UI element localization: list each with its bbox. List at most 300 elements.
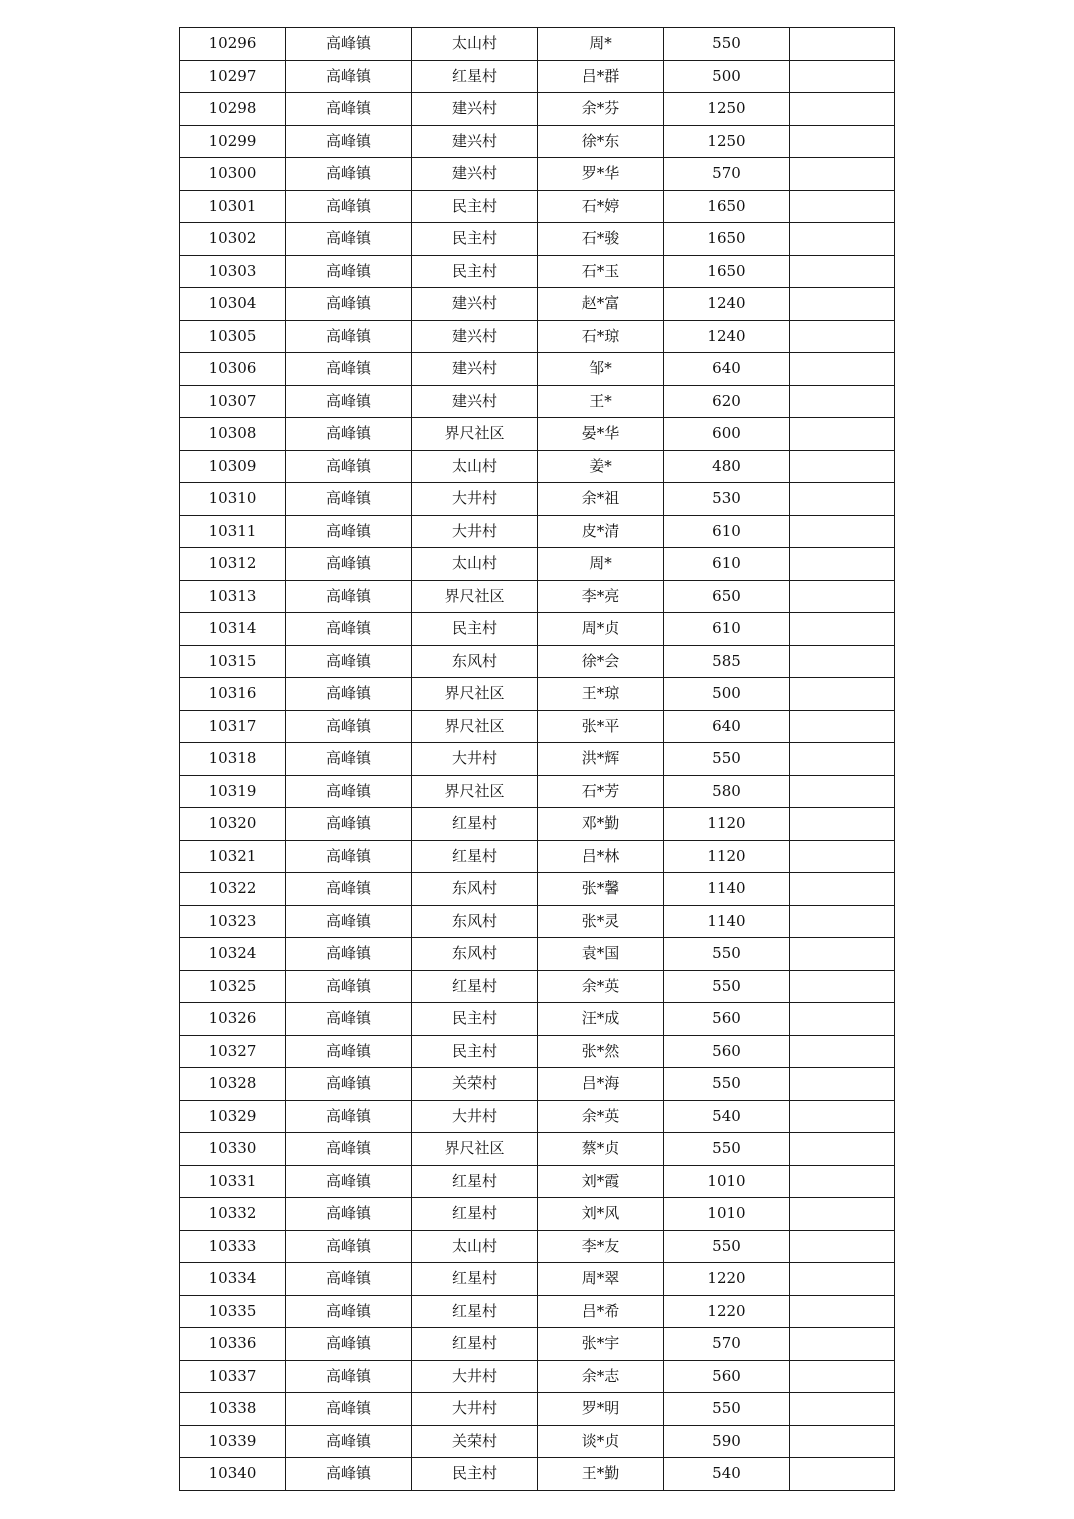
village-cell: 民主村 bbox=[412, 1003, 538, 1036]
village-cell: 太山村 bbox=[412, 28, 538, 61]
note-cell bbox=[790, 548, 895, 581]
amount-cell: 1010 bbox=[664, 1198, 790, 1231]
village-cell: 大井村 bbox=[412, 483, 538, 516]
village-cell: 东风村 bbox=[412, 645, 538, 678]
note-cell bbox=[790, 1328, 895, 1361]
name-cell: 张*宇 bbox=[538, 1328, 664, 1361]
name-cell: 周* bbox=[538, 28, 664, 61]
name-cell: 王*琼 bbox=[538, 678, 664, 711]
name-cell: 罗*华 bbox=[538, 158, 664, 191]
name-cell: 皮*清 bbox=[538, 515, 664, 548]
note-cell bbox=[790, 1295, 895, 1328]
note-cell bbox=[790, 1003, 895, 1036]
village-cell: 红星村 bbox=[412, 1263, 538, 1296]
town-cell: 高峰镇 bbox=[286, 1328, 412, 1361]
table-row bbox=[180, 190, 895, 223]
amount-cell: 560 bbox=[664, 1003, 790, 1036]
name-cell: 蔡*贞 bbox=[538, 1133, 664, 1166]
town-cell: 高峰镇 bbox=[286, 1295, 412, 1328]
amount-cell: 650 bbox=[664, 580, 790, 613]
note-cell bbox=[790, 93, 895, 126]
name-cell: 吕*海 bbox=[538, 1068, 664, 1101]
amount-cell: 560 bbox=[664, 1360, 790, 1393]
table-row bbox=[180, 613, 895, 646]
table-row bbox=[180, 1198, 895, 1231]
note-cell bbox=[790, 873, 895, 906]
town-cell: 高峰镇 bbox=[286, 93, 412, 126]
amount-cell: 1220 bbox=[664, 1263, 790, 1296]
table-row bbox=[180, 970, 895, 1003]
table-row bbox=[180, 1133, 895, 1166]
name-cell: 李*亮 bbox=[538, 580, 664, 613]
table-row bbox=[180, 483, 895, 516]
town-cell: 高峰镇 bbox=[286, 1003, 412, 1036]
town-cell: 高峰镇 bbox=[286, 1393, 412, 1426]
name-cell: 姜* bbox=[538, 450, 664, 483]
table-row bbox=[180, 353, 895, 386]
name-cell: 石*琼 bbox=[538, 320, 664, 353]
table-row bbox=[180, 1458, 895, 1491]
table-row bbox=[180, 580, 895, 613]
village-cell: 大井村 bbox=[412, 1100, 538, 1133]
village-cell: 关荣村 bbox=[412, 1425, 538, 1458]
town-cell: 高峰镇 bbox=[286, 1263, 412, 1296]
id-cell: 10340 bbox=[180, 1458, 286, 1491]
amount-cell: 550 bbox=[664, 743, 790, 776]
amount-cell: 560 bbox=[664, 1035, 790, 1068]
note-cell bbox=[790, 1100, 895, 1133]
village-cell: 民主村 bbox=[412, 1035, 538, 1068]
table-row bbox=[180, 743, 895, 776]
name-cell: 谈*贞 bbox=[538, 1425, 664, 1458]
note-cell bbox=[790, 385, 895, 418]
town-cell: 高峰镇 bbox=[286, 353, 412, 386]
town-cell: 高峰镇 bbox=[286, 60, 412, 93]
table-row bbox=[180, 1100, 895, 1133]
village-cell: 太山村 bbox=[412, 450, 538, 483]
town-cell: 高峰镇 bbox=[286, 678, 412, 711]
amount-cell: 550 bbox=[664, 1133, 790, 1166]
village-cell: 民主村 bbox=[412, 613, 538, 646]
id-cell: 10303 bbox=[180, 255, 286, 288]
town-cell: 高峰镇 bbox=[286, 1068, 412, 1101]
table-row bbox=[180, 710, 895, 743]
table-row bbox=[180, 1425, 895, 1458]
note-cell bbox=[790, 1425, 895, 1458]
amount-cell: 550 bbox=[664, 970, 790, 1003]
town-cell: 高峰镇 bbox=[286, 938, 412, 971]
village-cell: 大井村 bbox=[412, 1360, 538, 1393]
village-cell: 界尺社区 bbox=[412, 678, 538, 711]
note-cell bbox=[790, 418, 895, 451]
id-cell: 10328 bbox=[180, 1068, 286, 1101]
note-cell bbox=[790, 1393, 895, 1426]
town-cell: 高峰镇 bbox=[286, 1035, 412, 1068]
village-cell: 红星村 bbox=[412, 60, 538, 93]
name-cell: 吕*群 bbox=[538, 60, 664, 93]
name-cell: 赵*富 bbox=[538, 288, 664, 321]
town-cell: 高峰镇 bbox=[286, 645, 412, 678]
name-cell: 余*志 bbox=[538, 1360, 664, 1393]
amount-cell: 540 bbox=[664, 1100, 790, 1133]
amount-cell: 550 bbox=[664, 28, 790, 61]
village-cell: 界尺社区 bbox=[412, 710, 538, 743]
id-cell: 10308 bbox=[180, 418, 286, 451]
town-cell: 高峰镇 bbox=[286, 743, 412, 776]
amount-cell: 640 bbox=[664, 710, 790, 743]
table-row bbox=[180, 1068, 895, 1101]
table-row bbox=[180, 808, 895, 841]
table-row bbox=[180, 1393, 895, 1426]
village-cell: 红星村 bbox=[412, 808, 538, 841]
id-cell: 10302 bbox=[180, 223, 286, 256]
id-cell: 10338 bbox=[180, 1393, 286, 1426]
note-cell bbox=[790, 938, 895, 971]
town-cell: 高峰镇 bbox=[286, 1425, 412, 1458]
note-cell bbox=[790, 288, 895, 321]
table-row bbox=[180, 678, 895, 711]
table-row bbox=[180, 418, 895, 451]
roster-table bbox=[179, 27, 895, 1491]
town-cell: 高峰镇 bbox=[286, 1165, 412, 1198]
note-cell bbox=[790, 613, 895, 646]
town-cell: 高峰镇 bbox=[286, 1230, 412, 1263]
table-row bbox=[180, 548, 895, 581]
id-cell: 10314 bbox=[180, 613, 286, 646]
note-cell bbox=[790, 580, 895, 613]
name-cell: 张*然 bbox=[538, 1035, 664, 1068]
note-cell bbox=[790, 905, 895, 938]
village-cell: 建兴村 bbox=[412, 385, 538, 418]
amount-cell: 580 bbox=[664, 775, 790, 808]
village-cell: 红星村 bbox=[412, 1165, 538, 1198]
id-cell: 10298 bbox=[180, 93, 286, 126]
name-cell: 吕*林 bbox=[538, 840, 664, 873]
table-row bbox=[180, 840, 895, 873]
table-row bbox=[180, 60, 895, 93]
village-cell: 建兴村 bbox=[412, 288, 538, 321]
table-row bbox=[180, 255, 895, 288]
name-cell: 张*平 bbox=[538, 710, 664, 743]
note-cell bbox=[790, 645, 895, 678]
note-cell bbox=[790, 1263, 895, 1296]
town-cell: 高峰镇 bbox=[286, 190, 412, 223]
table-row bbox=[180, 1328, 895, 1361]
name-cell: 邹* bbox=[538, 353, 664, 386]
village-cell: 民主村 bbox=[412, 223, 538, 256]
note-cell bbox=[790, 515, 895, 548]
id-cell: 10307 bbox=[180, 385, 286, 418]
town-cell: 高峰镇 bbox=[286, 905, 412, 938]
table-row bbox=[180, 645, 895, 678]
amount-cell: 500 bbox=[664, 678, 790, 711]
name-cell: 李*友 bbox=[538, 1230, 664, 1263]
table-row bbox=[180, 1035, 895, 1068]
name-cell: 石*玉 bbox=[538, 255, 664, 288]
town-cell: 高峰镇 bbox=[286, 515, 412, 548]
name-cell: 张*灵 bbox=[538, 905, 664, 938]
note-cell bbox=[790, 678, 895, 711]
note-cell bbox=[790, 28, 895, 61]
id-cell: 10297 bbox=[180, 60, 286, 93]
name-cell: 徐*会 bbox=[538, 645, 664, 678]
note-cell bbox=[790, 1198, 895, 1231]
amount-cell: 1240 bbox=[664, 288, 790, 321]
name-cell: 王* bbox=[538, 385, 664, 418]
id-cell: 10305 bbox=[180, 320, 286, 353]
amount-cell: 550 bbox=[664, 1230, 790, 1263]
note-cell bbox=[790, 840, 895, 873]
id-cell: 10327 bbox=[180, 1035, 286, 1068]
amount-cell: 1250 bbox=[664, 93, 790, 126]
village-cell: 太山村 bbox=[412, 1230, 538, 1263]
id-cell: 10317 bbox=[180, 710, 286, 743]
town-cell: 高峰镇 bbox=[286, 970, 412, 1003]
name-cell: 洪*辉 bbox=[538, 743, 664, 776]
town-cell: 高峰镇 bbox=[286, 580, 412, 613]
village-cell: 红星村 bbox=[412, 840, 538, 873]
town-cell: 高峰镇 bbox=[286, 1100, 412, 1133]
village-cell: 界尺社区 bbox=[412, 1133, 538, 1166]
table-row bbox=[180, 1295, 895, 1328]
town-cell: 高峰镇 bbox=[286, 840, 412, 873]
id-cell: 10299 bbox=[180, 125, 286, 158]
village-cell: 东风村 bbox=[412, 905, 538, 938]
town-cell: 高峰镇 bbox=[286, 1458, 412, 1491]
id-cell: 10335 bbox=[180, 1295, 286, 1328]
id-cell: 10306 bbox=[180, 353, 286, 386]
id-cell: 10310 bbox=[180, 483, 286, 516]
village-cell: 东风村 bbox=[412, 873, 538, 906]
id-cell: 10329 bbox=[180, 1100, 286, 1133]
id-cell: 10300 bbox=[180, 158, 286, 191]
id-cell: 10312 bbox=[180, 548, 286, 581]
village-cell: 建兴村 bbox=[412, 320, 538, 353]
town-cell: 高峰镇 bbox=[286, 873, 412, 906]
amount-cell: 1650 bbox=[664, 223, 790, 256]
note-cell bbox=[790, 125, 895, 158]
village-cell: 东风村 bbox=[412, 938, 538, 971]
town-cell: 高峰镇 bbox=[286, 710, 412, 743]
town-cell: 高峰镇 bbox=[286, 255, 412, 288]
id-cell: 10322 bbox=[180, 873, 286, 906]
note-cell bbox=[790, 320, 895, 353]
amount-cell: 500 bbox=[664, 60, 790, 93]
note-cell bbox=[790, 450, 895, 483]
village-cell: 红星村 bbox=[412, 1295, 538, 1328]
table-row bbox=[180, 515, 895, 548]
village-cell: 红星村 bbox=[412, 1328, 538, 1361]
village-cell: 大井村 bbox=[412, 743, 538, 776]
village-cell: 建兴村 bbox=[412, 158, 538, 191]
village-cell: 太山村 bbox=[412, 548, 538, 581]
id-cell: 10326 bbox=[180, 1003, 286, 1036]
id-cell: 10321 bbox=[180, 840, 286, 873]
table-row bbox=[180, 775, 895, 808]
table-row bbox=[180, 93, 895, 126]
table-row bbox=[180, 1263, 895, 1296]
id-cell: 10330 bbox=[180, 1133, 286, 1166]
amount-cell: 570 bbox=[664, 158, 790, 191]
amount-cell: 1140 bbox=[664, 905, 790, 938]
village-cell: 大井村 bbox=[412, 515, 538, 548]
note-cell bbox=[790, 743, 895, 776]
id-cell: 10334 bbox=[180, 1263, 286, 1296]
id-cell: 10319 bbox=[180, 775, 286, 808]
village-cell: 红星村 bbox=[412, 970, 538, 1003]
note-cell bbox=[790, 190, 895, 223]
amount-cell: 600 bbox=[664, 418, 790, 451]
town-cell: 高峰镇 bbox=[286, 1360, 412, 1393]
town-cell: 高峰镇 bbox=[286, 483, 412, 516]
table-row bbox=[180, 125, 895, 158]
amount-cell: 1650 bbox=[664, 190, 790, 223]
town-cell: 高峰镇 bbox=[286, 808, 412, 841]
name-cell: 石*婷 bbox=[538, 190, 664, 223]
note-cell bbox=[790, 970, 895, 1003]
table-row bbox=[180, 938, 895, 971]
name-cell: 邓*勤 bbox=[538, 808, 664, 841]
name-cell: 石*芳 bbox=[538, 775, 664, 808]
note-cell bbox=[790, 255, 895, 288]
name-cell: 余*英 bbox=[538, 1100, 664, 1133]
amount-cell: 585 bbox=[664, 645, 790, 678]
town-cell: 高峰镇 bbox=[286, 1198, 412, 1231]
note-cell bbox=[790, 1165, 895, 1198]
id-cell: 10325 bbox=[180, 970, 286, 1003]
town-cell: 高峰镇 bbox=[286, 450, 412, 483]
note-cell bbox=[790, 1230, 895, 1263]
amount-cell: 620 bbox=[664, 385, 790, 418]
village-cell: 关荣村 bbox=[412, 1068, 538, 1101]
amount-cell: 1140 bbox=[664, 873, 790, 906]
note-cell bbox=[790, 353, 895, 386]
amount-cell: 530 bbox=[664, 483, 790, 516]
amount-cell: 1220 bbox=[664, 1295, 790, 1328]
note-cell bbox=[790, 223, 895, 256]
table-row bbox=[180, 1230, 895, 1263]
name-cell: 周*翠 bbox=[538, 1263, 664, 1296]
amount-cell: 1240 bbox=[664, 320, 790, 353]
amount-cell: 550 bbox=[664, 1068, 790, 1101]
amount-cell: 1250 bbox=[664, 125, 790, 158]
amount-cell: 1120 bbox=[664, 840, 790, 873]
name-cell: 汪*成 bbox=[538, 1003, 664, 1036]
village-cell: 建兴村 bbox=[412, 93, 538, 126]
table-row bbox=[180, 450, 895, 483]
name-cell: 余*英 bbox=[538, 970, 664, 1003]
village-cell: 界尺社区 bbox=[412, 580, 538, 613]
id-cell: 10339 bbox=[180, 1425, 286, 1458]
id-cell: 10315 bbox=[180, 645, 286, 678]
village-cell: 民主村 bbox=[412, 255, 538, 288]
name-cell: 周* bbox=[538, 548, 664, 581]
id-cell: 10313 bbox=[180, 580, 286, 613]
name-cell: 王*勤 bbox=[538, 1458, 664, 1491]
amount-cell: 640 bbox=[664, 353, 790, 386]
id-cell: 10301 bbox=[180, 190, 286, 223]
table-row bbox=[180, 158, 895, 191]
amount-cell: 550 bbox=[664, 1393, 790, 1426]
village-cell: 建兴村 bbox=[412, 125, 538, 158]
amount-cell: 590 bbox=[664, 1425, 790, 1458]
id-cell: 10336 bbox=[180, 1328, 286, 1361]
town-cell: 高峰镇 bbox=[286, 1133, 412, 1166]
id-cell: 10304 bbox=[180, 288, 286, 321]
town-cell: 高峰镇 bbox=[286, 385, 412, 418]
table-row bbox=[180, 320, 895, 353]
amount-cell: 480 bbox=[664, 450, 790, 483]
village-cell: 红星村 bbox=[412, 1198, 538, 1231]
amount-cell: 1120 bbox=[664, 808, 790, 841]
note-cell bbox=[790, 808, 895, 841]
id-cell: 10331 bbox=[180, 1165, 286, 1198]
village-cell: 民主村 bbox=[412, 1458, 538, 1491]
village-cell: 建兴村 bbox=[412, 353, 538, 386]
amount-cell: 550 bbox=[664, 938, 790, 971]
town-cell: 高峰镇 bbox=[286, 28, 412, 61]
id-cell: 10318 bbox=[180, 743, 286, 776]
id-cell: 10337 bbox=[180, 1360, 286, 1393]
town-cell: 高峰镇 bbox=[286, 548, 412, 581]
name-cell: 张*馨 bbox=[538, 873, 664, 906]
name-cell: 吕*希 bbox=[538, 1295, 664, 1328]
name-cell: 徐*东 bbox=[538, 125, 664, 158]
name-cell: 刘*风 bbox=[538, 1198, 664, 1231]
id-cell: 10324 bbox=[180, 938, 286, 971]
roster-table-body bbox=[180, 28, 895, 1491]
id-cell: 10333 bbox=[180, 1230, 286, 1263]
id-cell: 10332 bbox=[180, 1198, 286, 1231]
note-cell bbox=[790, 775, 895, 808]
town-cell: 高峰镇 bbox=[286, 125, 412, 158]
town-cell: 高峰镇 bbox=[286, 288, 412, 321]
town-cell: 高峰镇 bbox=[286, 418, 412, 451]
id-cell: 10323 bbox=[180, 905, 286, 938]
name-cell: 石*骏 bbox=[538, 223, 664, 256]
village-cell: 大井村 bbox=[412, 1393, 538, 1426]
table-row bbox=[180, 288, 895, 321]
note-cell bbox=[790, 710, 895, 743]
note-cell bbox=[790, 158, 895, 191]
name-cell: 余*祖 bbox=[538, 483, 664, 516]
name-cell: 袁*国 bbox=[538, 938, 664, 971]
note-cell bbox=[790, 1360, 895, 1393]
village-cell: 民主村 bbox=[412, 190, 538, 223]
town-cell: 高峰镇 bbox=[286, 320, 412, 353]
table-row bbox=[180, 905, 895, 938]
id-cell: 10316 bbox=[180, 678, 286, 711]
id-cell: 10296 bbox=[180, 28, 286, 61]
note-cell bbox=[790, 1035, 895, 1068]
town-cell: 高峰镇 bbox=[286, 613, 412, 646]
table-row bbox=[180, 385, 895, 418]
town-cell: 高峰镇 bbox=[286, 775, 412, 808]
name-cell: 余*芬 bbox=[538, 93, 664, 126]
town-cell: 高峰镇 bbox=[286, 223, 412, 256]
id-cell: 10311 bbox=[180, 515, 286, 548]
note-cell bbox=[790, 1068, 895, 1101]
name-cell: 刘*霞 bbox=[538, 1165, 664, 1198]
table-row bbox=[180, 1360, 895, 1393]
amount-cell: 1010 bbox=[664, 1165, 790, 1198]
note-cell bbox=[790, 483, 895, 516]
name-cell: 周*贞 bbox=[538, 613, 664, 646]
table-row bbox=[180, 1165, 895, 1198]
table-row bbox=[180, 1003, 895, 1036]
table-row bbox=[180, 28, 895, 61]
table-row bbox=[180, 223, 895, 256]
